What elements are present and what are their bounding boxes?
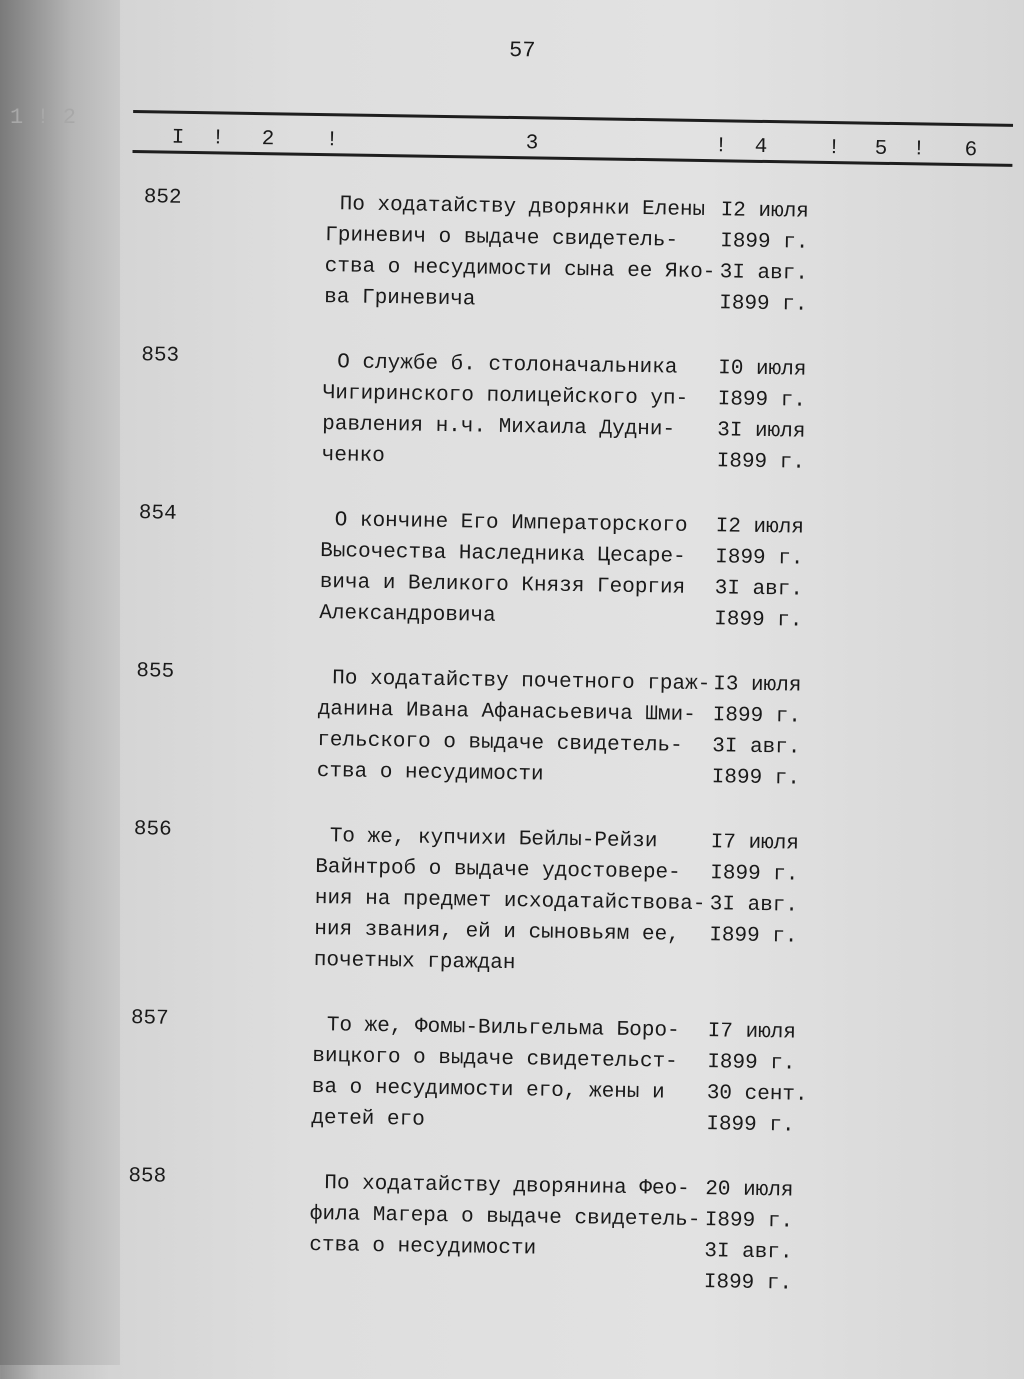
column-separator: ! bbox=[714, 135, 728, 159]
description-line: То же, купчихи Бейлы-Рейзи bbox=[329, 825, 658, 854]
column-separator: ! bbox=[325, 129, 339, 153]
entry-number: 856 bbox=[133, 818, 172, 842]
description-line: ченко bbox=[321, 444, 385, 469]
date-line: I7 июля bbox=[707, 1020, 797, 1045]
date-line: 3I авг. bbox=[719, 261, 809, 286]
date-line: I899 г. bbox=[717, 388, 807, 413]
description-line: ства о несудимости bbox=[309, 1233, 537, 1261]
date-line: 3I авг. bbox=[712, 735, 801, 760]
entry-dates bbox=[716, 353, 806, 478]
entry-description bbox=[319, 505, 721, 635]
entry-number: 854 bbox=[138, 502, 177, 526]
description-line: ва о несудимости его, жены и bbox=[311, 1075, 665, 1105]
description-line: гельского о выдаче свидетель- bbox=[317, 729, 683, 758]
date-line: I899 г. bbox=[710, 862, 799, 887]
column-separator: ! bbox=[827, 136, 841, 161]
column-number: 3 bbox=[525, 132, 539, 156]
entry-dates bbox=[709, 827, 799, 952]
column-number: 6 bbox=[964, 139, 978, 163]
date-line: I899 г. bbox=[704, 1209, 794, 1234]
entry-description bbox=[311, 1010, 713, 1140]
register-entry bbox=[0, 184, 1023, 324]
page-number: 57 bbox=[508, 37, 536, 64]
date-line: 30 сент. bbox=[706, 1082, 808, 1107]
date-line: I899 г. bbox=[709, 924, 798, 949]
date-line: I0 июля bbox=[717, 357, 807, 382]
entry-number: 853 bbox=[141, 344, 180, 368]
entry-dates bbox=[706, 1016, 809, 1142]
date-line: 3I авг. bbox=[709, 893, 799, 918]
entry-number: 858 bbox=[128, 1165, 167, 1189]
description-line: детей его bbox=[311, 1106, 425, 1132]
date-line: I899 г. bbox=[706, 1113, 795, 1138]
description-line: О службе б. столоначальника bbox=[337, 351, 678, 380]
date-line: I7 июля bbox=[710, 831, 800, 856]
entry-number: 857 bbox=[130, 1007, 169, 1031]
date-line: I899 г. bbox=[716, 450, 806, 475]
entry-dates bbox=[714, 511, 804, 636]
description-line: вича и Великого Князя Георгия bbox=[319, 571, 686, 600]
description-line: ства о несудимости сына ее Яко- bbox=[324, 255, 716, 285]
description-line: вицкого о выдаче свидетельст- bbox=[312, 1044, 678, 1074]
date-line: 3I авг. bbox=[714, 577, 804, 602]
column-number: 2 bbox=[261, 128, 275, 152]
description-line: Чигиринского полицейского уп- bbox=[322, 382, 689, 411]
register-entry bbox=[0, 658, 1015, 798]
description-line: О кончине Его Императорского bbox=[334, 509, 688, 538]
entry-description bbox=[317, 663, 719, 793]
entry-number: 852 bbox=[143, 186, 182, 210]
description-line: ния звания, ей и сыновьям ее, bbox=[314, 917, 680, 947]
description-line: По ходатайству дворянина Фео- bbox=[324, 1172, 690, 1201]
date-line: I899 г. bbox=[719, 292, 808, 317]
entry-description bbox=[324, 189, 726, 319]
entry-description bbox=[322, 347, 724, 477]
date-line: I899 г. bbox=[712, 704, 802, 729]
column-number: 5 bbox=[874, 137, 888, 161]
column-separator: ! bbox=[912, 138, 926, 162]
entry-dates bbox=[704, 1174, 794, 1299]
description-line: Высочества Наследника Цесаре- bbox=[320, 540, 686, 569]
entry-dates bbox=[711, 669, 801, 794]
register-entry bbox=[0, 816, 1013, 987]
register-entry bbox=[0, 342, 1020, 482]
description-line: Вайнтроб о выдаче удостовере- bbox=[315, 856, 681, 885]
bleed-through-text: 1 ! 2 bbox=[10, 105, 77, 130]
date-line: I899 г. bbox=[714, 608, 803, 633]
description-line: ния на предмет исходатайствова- bbox=[314, 887, 706, 917]
register-entry bbox=[0, 1163, 1007, 1303]
date-line: 20 июля bbox=[705, 1178, 794, 1203]
entry-description bbox=[314, 821, 716, 982]
date-line: 3I авг. bbox=[704, 1240, 793, 1265]
column-number: 4 bbox=[754, 135, 768, 160]
entry-description bbox=[309, 1168, 710, 1267]
entry-dates bbox=[719, 195, 809, 320]
register-entry bbox=[0, 500, 1018, 640]
description-line: ства о несудимости bbox=[316, 760, 544, 787]
date-line: I899 г. bbox=[719, 230, 809, 255]
entry-number: 855 bbox=[136, 660, 175, 684]
description-line: Гриневич о выдаче свидетель- bbox=[325, 224, 679, 253]
date-line: I899 г. bbox=[703, 1271, 793, 1296]
date-line: I899 г. bbox=[715, 546, 804, 571]
description-line: По ходатайству дворянки Елены bbox=[339, 193, 706, 223]
description-line: фила Магера о выдаче свидетель- bbox=[309, 1202, 701, 1233]
description-line: ва Гриневича bbox=[324, 286, 476, 312]
description-line: По ходатайству почетного граж- bbox=[332, 667, 711, 697]
date-line: 3I июля bbox=[717, 419, 806, 444]
description-line: данина Ивана Афанасьевича Шми- bbox=[317, 698, 696, 727]
date-line: I2 июля bbox=[720, 199, 810, 224]
description-line: Александровича bbox=[319, 602, 496, 628]
date-line: I2 июля bbox=[715, 515, 805, 540]
date-line: I899 г. bbox=[707, 1051, 796, 1076]
column-separator: ! bbox=[211, 127, 225, 151]
date-line: I899 г. bbox=[711, 766, 801, 791]
table-top-rule bbox=[133, 110, 1013, 127]
description-line: равления н.ч. Михаила Дудни- bbox=[322, 413, 676, 442]
register-entry bbox=[0, 1005, 1010, 1145]
description-line: почетных граждан bbox=[313, 948, 516, 976]
register-entries bbox=[0, 184, 1023, 1337]
date-line: I3 июля bbox=[713, 673, 802, 698]
column-number: I bbox=[171, 126, 185, 150]
description-line: То же, Фомы-Вильгельма Боро- bbox=[326, 1014, 680, 1043]
